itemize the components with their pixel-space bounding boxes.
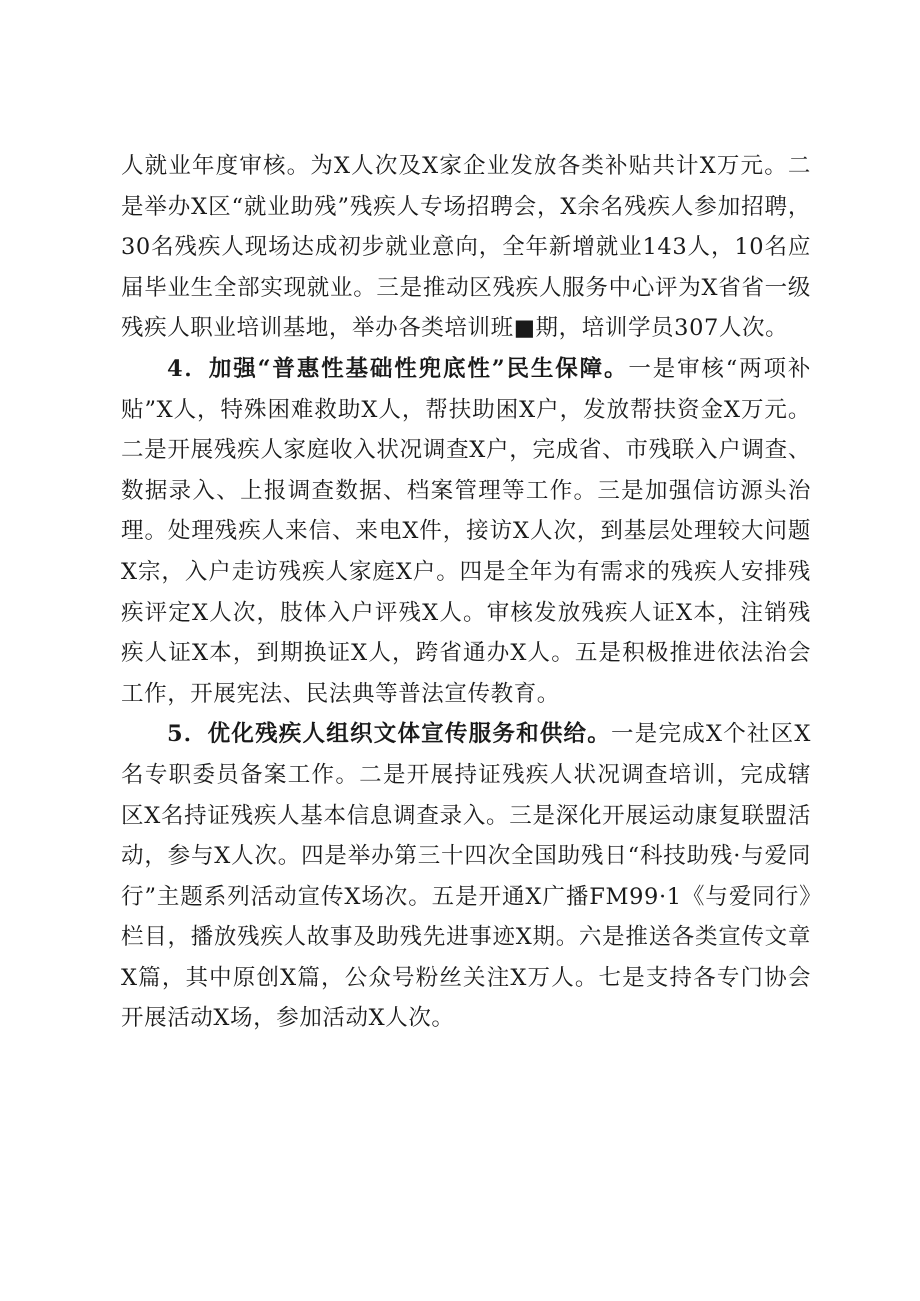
section-4-body: 一是审核“两项补贴”X人，特殊困难救助X人，帮扶助困X户，发放帮扶资金X万元。二是开展残疾人家庭收入状况调查X户，完成省、市残联入户调查、数据录入、上报调查数据、档案管理等工作。三是加强信访源头治理。处理残疾人来信、来电X件，接访X人次，到基层处理较大问题X宗，入户走访残疾人家庭X户。四是全年为有需求的残疾人安排残疾评定X人次，肢体入户评残X人。审核发放残疾人证X本，注销残疾人证X本，到期换证X人，跨省通办X人。五是积极推进依法治会工作，开展宪法、民法典等普法宣传教育。 bbox=[121, 355, 811, 707]
section-5-heading: 5．优化残疾人组织文体宣传服务和供给。 bbox=[167, 721, 612, 748]
paragraph-1-body: 人就业年度审核。为X人次及X家企业发放各类补贴共计X万元。二是举办X区“就业助残”残疾人专场招聘会，X余名残疾人参加招聘，30名残疾人现场达成初步就业意向，全年新增就业143人，10名应届毕业生全部实现就业。三是推动区残疾人服务中心评为X省省一级残疾人职业培训基地，举办各类培训班■期，培训学员307人次。 bbox=[121, 153, 811, 342]
paragraph-organization-culture bbox=[121, 714, 811, 1039]
paragraph-livelihood-security bbox=[121, 349, 811, 714]
section-4-heading: 4．加强“普惠性基础性兜底性”民生保障。 bbox=[167, 355, 629, 382]
document-page bbox=[121, 146, 811, 1039]
paragraph-employment-continued bbox=[121, 146, 811, 349]
section-5-body: 一是完成X个社区X名专职委员备案工作。二是开展持证残疾人状况调查培训，完成辖区X名持证残疾人基本信息调查录入。三是深化开展运动康复联盟活动，参与X人次。四是举办第三十四次全国助残日“科技助残·与爱同行”主题系列活动宣传X场次。五是开通X广播FM99·1《与爱同行》栏目，播放残疾人故事及助残先进事迹X期。六是推送各类宣传文章X篇，其中原创X篇，公众号粉丝关注X万人。七是支持各专门协会开展活动X场，参加活动X人次。 bbox=[121, 721, 812, 1032]
